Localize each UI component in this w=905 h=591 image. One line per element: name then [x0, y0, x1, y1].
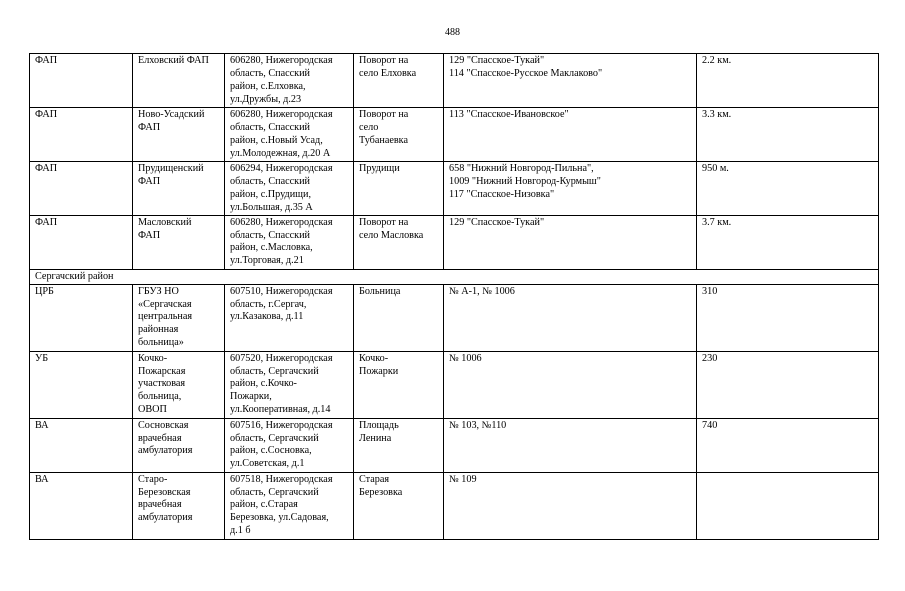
cell-stop: Кочко- Пожарки [354, 351, 444, 418]
cell-routes: 129 "Спасское-Тукай" 114 "Спасское-Русское Маклаково" [444, 54, 697, 108]
cell-address: 607520, Нижегородская область, Сергачский район, с.Кочко- Пожарки, ул.Кооперативная, д.14 [225, 351, 354, 418]
cell-routes: № А-1, № 1006 [444, 284, 697, 351]
cell-stop: Поворот на село Масловка [354, 215, 444, 269]
cell-name: ГБУЗ НО «Сергачская центральная районная больница» [133, 284, 225, 351]
medical-facilities-table [29, 53, 879, 540]
table-row [30, 472, 879, 539]
cell-distance [697, 472, 879, 539]
table-row [30, 351, 879, 418]
cell-name: Прудищенский ФАП [133, 162, 225, 216]
cell-routes: 113 "Спасское-Ивановское" [444, 108, 697, 162]
cell-type: ФАП [30, 54, 133, 108]
cell-routes: 658 "Нижний Новгород-Пильна", 1009 "Нижний Новгород-Курмыш" 117 "Спасское-Низовка" [444, 162, 697, 216]
section-title: Сергачский район [30, 269, 879, 284]
cell-address: 606280, Нижегородская область, Спасский район, с.Новый Усад, ул.Молодежная, д.20 А [225, 108, 354, 162]
cell-address: 606280, Нижегородская область, Спасский район, с.Елховка, ул.Дружбы, д.23 [225, 54, 354, 108]
cell-routes: 129 "Спасское-Тукай" [444, 215, 697, 269]
cell-address: 607518, Нижегородская область, Сергачский район, с.Старая Березовка, ул.Садовая, д.1 б [225, 472, 354, 539]
cell-stop: Площадь Ленина [354, 418, 444, 472]
cell-name: Елховский ФАП [133, 54, 225, 108]
cell-stop: Поворот на село Тубанаевка [354, 108, 444, 162]
cell-distance: 310 [697, 284, 879, 351]
cell-distance: 740 [697, 418, 879, 472]
cell-type: ВА [30, 418, 133, 472]
cell-type: ВА [30, 472, 133, 539]
table-row [30, 54, 879, 108]
cell-address: 606294, Нижегородская область, Спасский район, с.Прудищи, ул.Большая, д.35 А [225, 162, 354, 216]
cell-stop: Старая Березовка [354, 472, 444, 539]
cell-distance: 3.7 км. [697, 215, 879, 269]
cell-routes: № 1006 [444, 351, 697, 418]
cell-name: Старо- Березовская врачебная амбулатория [133, 472, 225, 539]
cell-type: ФАП [30, 108, 133, 162]
cell-stop: Больница [354, 284, 444, 351]
cell-stop: Поворот на село Елховка [354, 54, 444, 108]
cell-type: УБ [30, 351, 133, 418]
cell-type: ФАП [30, 215, 133, 269]
cell-type: ЦРБ [30, 284, 133, 351]
cell-address: 607516, Нижегородская область, Сергачский район, с.Сосновка, ул.Советская, д.1 [225, 418, 354, 472]
page-number: 488 [445, 27, 460, 38]
cell-routes: № 103, №110 [444, 418, 697, 472]
table-row [30, 418, 879, 472]
table-row [30, 215, 879, 269]
section-row [30, 269, 879, 284]
cell-type: ФАП [30, 162, 133, 216]
cell-name: Масловский ФАП [133, 215, 225, 269]
cell-distance: 2.2 км. [697, 54, 879, 108]
table-row [30, 162, 879, 216]
cell-name: Ново-Усадский ФАП [133, 108, 225, 162]
cell-distance: 230 [697, 351, 879, 418]
cell-address: 606280, Нижегородская область, Спасский район, с.Масловка, ул.Торговая, д.21 [225, 215, 354, 269]
cell-address: 607510, Нижегородская область, г.Сергач, ул.Казакова, д.11 [225, 284, 354, 351]
cell-name: Сосновская врачебная амбулатория [133, 418, 225, 472]
cell-distance: 950 м. [697, 162, 879, 216]
table-row [30, 284, 879, 351]
cell-routes: № 109 [444, 472, 697, 539]
table-row [30, 108, 879, 162]
cell-name: Кочко- Пожарская участковая больница, ОВОП [133, 351, 225, 418]
cell-distance: 3.3 км. [697, 108, 879, 162]
cell-stop: Прудищи [354, 162, 444, 216]
